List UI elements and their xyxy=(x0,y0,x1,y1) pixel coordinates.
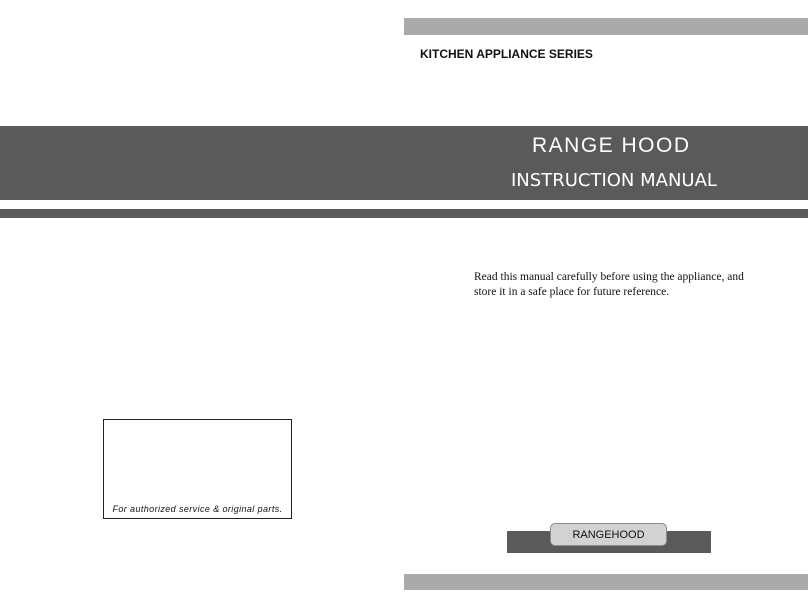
title-underline-stripe xyxy=(0,209,808,218)
read-manual-notice xyxy=(474,270,794,300)
notice-line-1: Read this manual carefully before using the appliance, and xyxy=(474,271,744,283)
series-label: KITCHEN APPLIANCE SERIES xyxy=(420,47,593,61)
service-info-box xyxy=(103,419,292,519)
top-decorative-bar xyxy=(404,18,808,35)
footer-product-tab: RANGEHOOD xyxy=(550,523,667,546)
bottom-decorative-bar xyxy=(404,574,808,590)
service-caption: For authorized service & original parts. xyxy=(112,504,283,514)
product-title: RANGE HOOD xyxy=(532,134,691,157)
document-title: INSTRUCTION MANUAL xyxy=(511,170,717,191)
notice-line-2: store it in a safe place for future reference. xyxy=(474,286,670,298)
